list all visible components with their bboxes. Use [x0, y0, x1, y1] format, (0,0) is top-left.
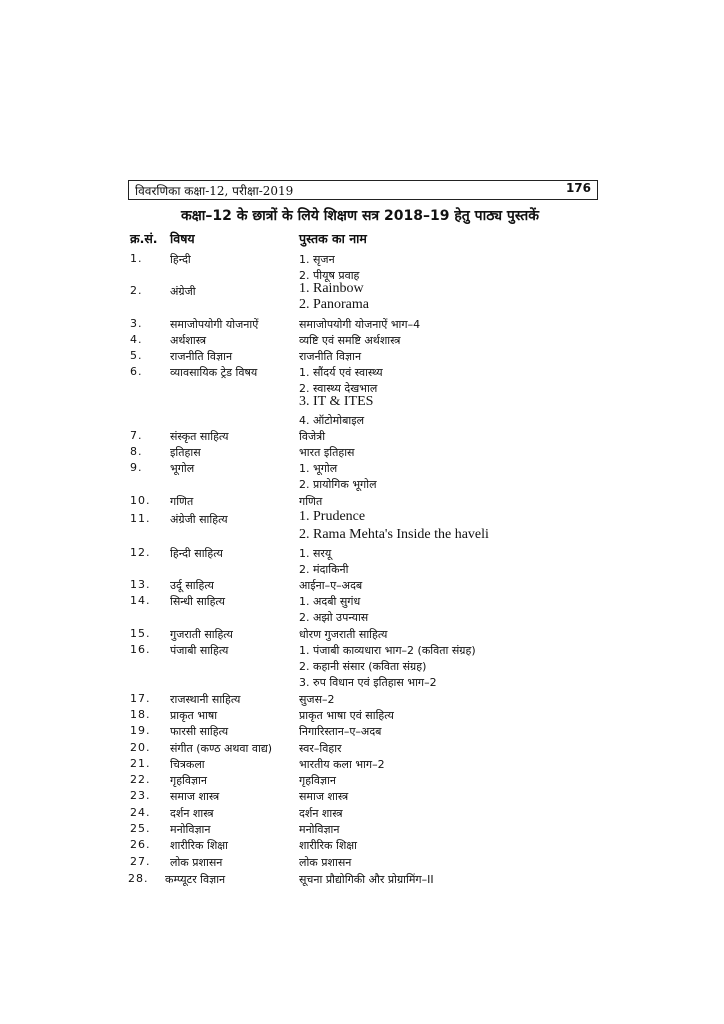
table-row — [0, 578, 724, 594]
table-row — [0, 594, 724, 610]
row-serial-number: 1. — [130, 252, 143, 265]
table-row — [0, 297, 724, 316]
row-subject: अंग्रेजी — [170, 285, 196, 298]
row-book-name: 4. ऑटोमोबाइल — [299, 414, 365, 427]
table-row — [0, 562, 724, 578]
row-serial-number: 21. — [130, 757, 151, 770]
row-book-name: समाजोपयोगी योजनाऐं भाग–4 — [299, 318, 421, 331]
table-row — [0, 445, 724, 461]
row-serial-number: 6. — [130, 365, 143, 378]
row-book-name: दर्शन शास्त्र — [299, 807, 343, 820]
row-subject: लोक प्रशासन — [170, 856, 223, 869]
row-serial-number: 8. — [130, 445, 143, 458]
row-subject: इतिहास — [170, 446, 201, 459]
row-book-name: 2. प्रायोगिक भूगोल — [299, 478, 377, 491]
row-serial-number: 14. — [130, 594, 151, 607]
row-serial-number: 4. — [130, 333, 143, 346]
row-book-name: भारत इतिहास — [299, 446, 355, 459]
row-book-name: आईना–ए–अदब — [299, 579, 363, 592]
table-row — [0, 741, 724, 757]
row-serial-number: 5. — [130, 349, 143, 362]
row-book-name: सूचना प्रौद्योगिकी और प्रोग्रामिंग–II — [299, 873, 434, 886]
table-row — [0, 789, 724, 805]
row-subject: हिन्दी साहित्य — [170, 547, 223, 560]
row-subject: कम्प्यूटर विज्ञान — [165, 873, 226, 886]
row-subject: राजस्थानी साहित्य — [170, 693, 241, 706]
row-subject: समाज शास्त्र — [170, 790, 220, 803]
row-subject: अंग्रेजी साहित्य — [170, 513, 228, 526]
table-row — [0, 855, 724, 871]
table-row — [0, 872, 724, 888]
table-row — [0, 643, 724, 659]
row-book-name: 3. रुप विधान एवं इतिहास भाग–2 — [299, 676, 437, 689]
row-book-name: 1. अदबी सुगंध — [299, 595, 361, 608]
row-book-name: 1. भूगोल — [299, 462, 338, 475]
row-serial-number: 28. — [128, 872, 149, 885]
table-row — [0, 692, 724, 708]
row-serial-number: 22. — [130, 773, 151, 786]
row-serial-number: 7. — [130, 429, 143, 442]
table-row — [0, 317, 724, 333]
row-serial-number: 18. — [130, 708, 151, 721]
row-book-name: मनोविज्ञान — [299, 823, 340, 836]
row-serial-number: 12. — [130, 546, 151, 559]
table-row — [0, 773, 724, 789]
row-subject: संस्कृत साहित्य — [170, 430, 229, 443]
row-subject: फारसी साहित्य — [170, 725, 229, 738]
row-subject: गृहविज्ञान — [170, 774, 208, 787]
row-book-name: 1. सृजन — [299, 253, 335, 266]
table-row — [0, 724, 724, 740]
row-subject: संगीत (कण्ठ अथवा वाद्य) — [170, 742, 273, 755]
row-book-name: गृहविज्ञान — [299, 774, 337, 787]
row-book-name: 3. IT & ITES — [299, 394, 374, 409]
row-book-name: 2. Panorama — [299, 297, 369, 312]
page-header — [128, 180, 598, 200]
row-serial-number: 19. — [130, 724, 151, 737]
row-subject: गुजराती साहित्य — [170, 628, 233, 641]
row-serial-number: 16. — [130, 643, 151, 656]
row-serial-number: 11. — [130, 512, 151, 525]
row-serial-number: 10. — [130, 494, 151, 507]
row-subject: समाजोपयोगी योजनाऐं — [170, 318, 259, 331]
row-book-name: 1. सरयू — [299, 547, 332, 560]
table-row — [0, 394, 724, 413]
row-book-name: 2. मंदाकिनी — [299, 563, 349, 576]
row-book-name: व्यष्टि एवं समष्टि अर्थशास्त्र — [299, 334, 401, 347]
row-subject: चित्रकला — [170, 758, 205, 771]
row-subject: भूगोल — [170, 462, 195, 475]
row-book-name: 1. सौंदर्य एवं स्वास्थ्य — [299, 366, 383, 379]
row-book-name: 1. पंजाबी काव्यधारा भाग–2 (कविता संग्रह) — [299, 644, 476, 657]
row-subject: गणित — [170, 495, 194, 508]
row-book-name: राजनीति विज्ञान — [299, 350, 362, 363]
row-serial-number: 2. — [130, 284, 143, 297]
table-row — [0, 675, 724, 691]
row-book-name: लोक प्रशासन — [299, 856, 352, 869]
row-subject: उर्दू साहित्य — [170, 579, 214, 592]
row-serial-number: 23. — [130, 789, 151, 802]
row-subject: शारीरिक शिक्षा — [170, 839, 229, 852]
row-book-name: 1. Prudence — [299, 509, 366, 524]
row-book-name: 2. अझो उपन्यास — [299, 611, 369, 624]
row-book-name: शारीरिक शिक्षा — [299, 839, 358, 852]
row-subject: हिन्दी — [170, 253, 191, 266]
row-book-name: 2. कहानी संसार (कविता संग्रह) — [299, 660, 427, 673]
row-serial-number: 20. — [130, 741, 151, 754]
column-header-serial: क्र.सं. — [130, 231, 158, 246]
row-subject: सिन्धी साहित्य — [170, 595, 225, 608]
table-row — [0, 413, 724, 429]
row-subject: अर्थशास्त्र — [170, 334, 207, 347]
table-row — [0, 708, 724, 724]
table-row — [0, 546, 724, 562]
column-header-book: पुस्तक का नाम — [299, 231, 367, 246]
row-book-name: विजेत्री — [299, 430, 326, 443]
row-book-name: 2. पीयूष प्रवाह — [299, 269, 360, 282]
table-row — [0, 349, 724, 365]
row-serial-number: 9. — [130, 461, 143, 474]
row-book-name: समाज शास्त्र — [299, 790, 349, 803]
table-row — [0, 838, 724, 854]
table-row — [0, 494, 724, 510]
row-serial-number: 17. — [130, 692, 151, 705]
row-serial-number: 27. — [130, 855, 151, 868]
table-row — [0, 610, 724, 626]
row-subject: पंजाबी साहित्य — [170, 644, 229, 657]
row-serial-number: 25. — [130, 822, 151, 835]
row-serial-number: 15. — [130, 627, 151, 640]
header-title: विवरणिका कक्षा-12, परीक्षा-2019 — [135, 184, 294, 198]
row-book-name: स्वर–विहार — [299, 742, 342, 755]
row-book-name: धोरण गुजराती साहित्य — [299, 628, 388, 641]
table-row — [0, 822, 724, 838]
column-header-subject: विषय — [170, 231, 195, 246]
table-row — [0, 806, 724, 822]
table-row — [0, 659, 724, 675]
row-subject: राजनीति विज्ञान — [170, 350, 233, 363]
table-row — [0, 461, 724, 477]
table-row — [0, 627, 724, 643]
table-row — [0, 429, 724, 445]
row-serial-number: 13. — [130, 578, 151, 591]
table-row — [0, 477, 724, 493]
row-book-name: गणित — [299, 495, 323, 508]
row-serial-number: 3. — [130, 317, 143, 330]
page-number: 176 — [565, 181, 591, 195]
row-subject: व्यावसायिक ट्रेड विषय — [170, 366, 258, 379]
table-title: कक्षा–12 के छात्रों के लिये शिक्षण सत्र 2018–19 हेतु पाठ्य पुस्तकें — [180, 208, 540, 224]
table-row — [0, 757, 724, 773]
row-subject: प्राकृत भाषा — [170, 709, 218, 722]
row-book-name: 1. Rainbow — [299, 281, 364, 296]
row-book-name: 2. Rama Mehta's Inside the haveli — [299, 527, 489, 542]
table-row — [0, 365, 724, 381]
row-subject: दर्शन शास्त्र — [170, 807, 214, 820]
row-book-name: 2. स्वास्थ्य देखभाल — [299, 382, 378, 395]
row-book-name: प्राकृत भाषा एवं साहित्य — [299, 709, 394, 722]
row-subject: मनोविज्ञान — [170, 823, 211, 836]
table-row — [0, 333, 724, 349]
row-serial-number: 24. — [130, 806, 151, 819]
row-book-name: सुजस–2 — [299, 693, 335, 706]
table-row — [0, 527, 724, 546]
row-serial-number: 26. — [130, 838, 151, 851]
table-row — [0, 252, 724, 268]
row-book-name: निगारिस्तान–ए–अदब — [299, 725, 382, 738]
table-row — [0, 509, 724, 528]
row-book-name: भारतीय कला भाग–2 — [299, 758, 385, 771]
